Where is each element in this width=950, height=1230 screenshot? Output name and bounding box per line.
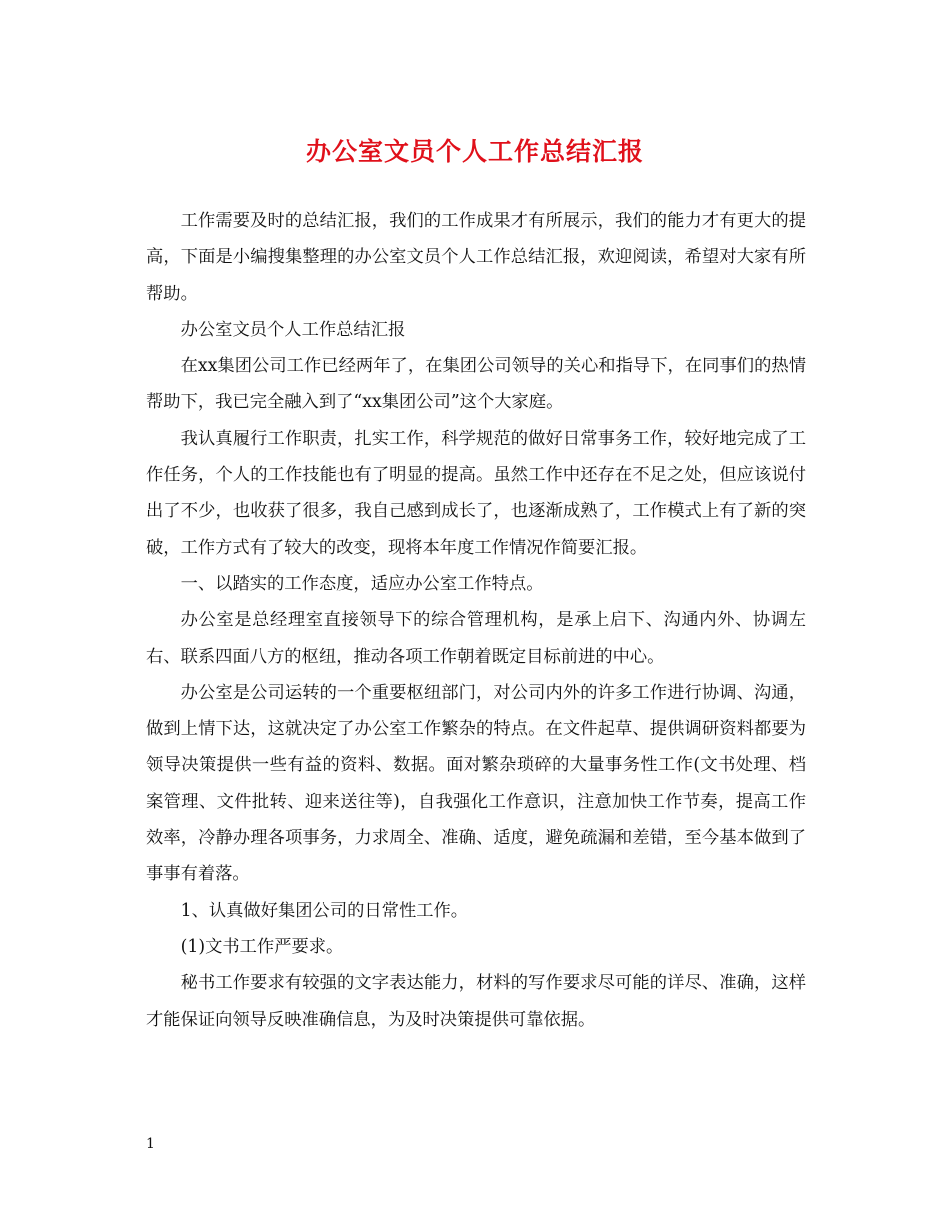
paragraph-summary: 我认真履行工作职责，扎实工作，科学规范的做好日常事务工作，较好地完成了工作任务，个人的工作技能也有了明显的提高。虽然工作中还存在不足之处，但应该说付出了不少，也收获了很多，我自己感到成长了，也逐渐成熟了，工作模式上有了新的突破，工作方式有了较大的改变，现将本年度工作情况作简要汇报。 [146,428,806,558]
document-title: 办公室文员个人工作总结汇报 [305,137,644,166]
section-heading-1: 一、以踏实的工作态度，适应办公室工作特点。 [180,573,544,594]
page-number: 1 [146,1136,155,1152]
paragraph-secretary-work: 秘书工作要求有较强的文字表达能力，材料的写作要求尽可能的详尽、准确，这样才能保证向领导反映准确信息，为及时决策提供可靠依据。 [146,973,806,1030]
paragraph-office-duties: 办公室是公司运转的一个重要枢纽部门，对公司内外的许多工作进行协调、沟通，做到上情下达，这就决定了办公室工作繁杂的特点。在文件起草、提供调研资料都要为领导决策提供一些有益的资料、数据。面对繁杂琐碎的大量事务性工作(文书处理、档案管理、文件批转、迎来送往等)，自我强化工作意识，注意加快工作节奏，提高工作效率，冷静办理各项事务，力求周全、准确、适度，避免疏漏和差错，至今基本做到了事事有着落。 [146,682,806,885]
paragraph-intro: 工作需要及时的总结汇报，我们的工作成果才有所展示，我们的能力才有更大的提高，下面是小编搜集整理的办公室文员个人工作总结汇报，欢迎阅读，希望对大家有所帮助。 [146,211,806,304]
paragraph-office-role: 办公室是总经理室直接领导下的综合管理机构，是承上启下、沟通内外、协调左右、联系四面八方的枢纽，推动各项工作朝着既定目标前进的中心。 [146,610,806,667]
paragraph-background: 在xx集团公司工作已经两年了，在集团公司领导的关心和指导下，在同事们的热情帮助下，我已完全融入到了“xx集团公司”这个大家庭。 [146,356,806,413]
paragraph-subtitle: 办公室文员个人工作总结汇报 [180,319,406,340]
subsection-heading-1: 1、认真做好集团公司的日常性工作。 [180,900,469,921]
subsection-heading-1-1: (1)文书工作严要求。 [180,936,344,957]
document-body [146,203,806,1038]
